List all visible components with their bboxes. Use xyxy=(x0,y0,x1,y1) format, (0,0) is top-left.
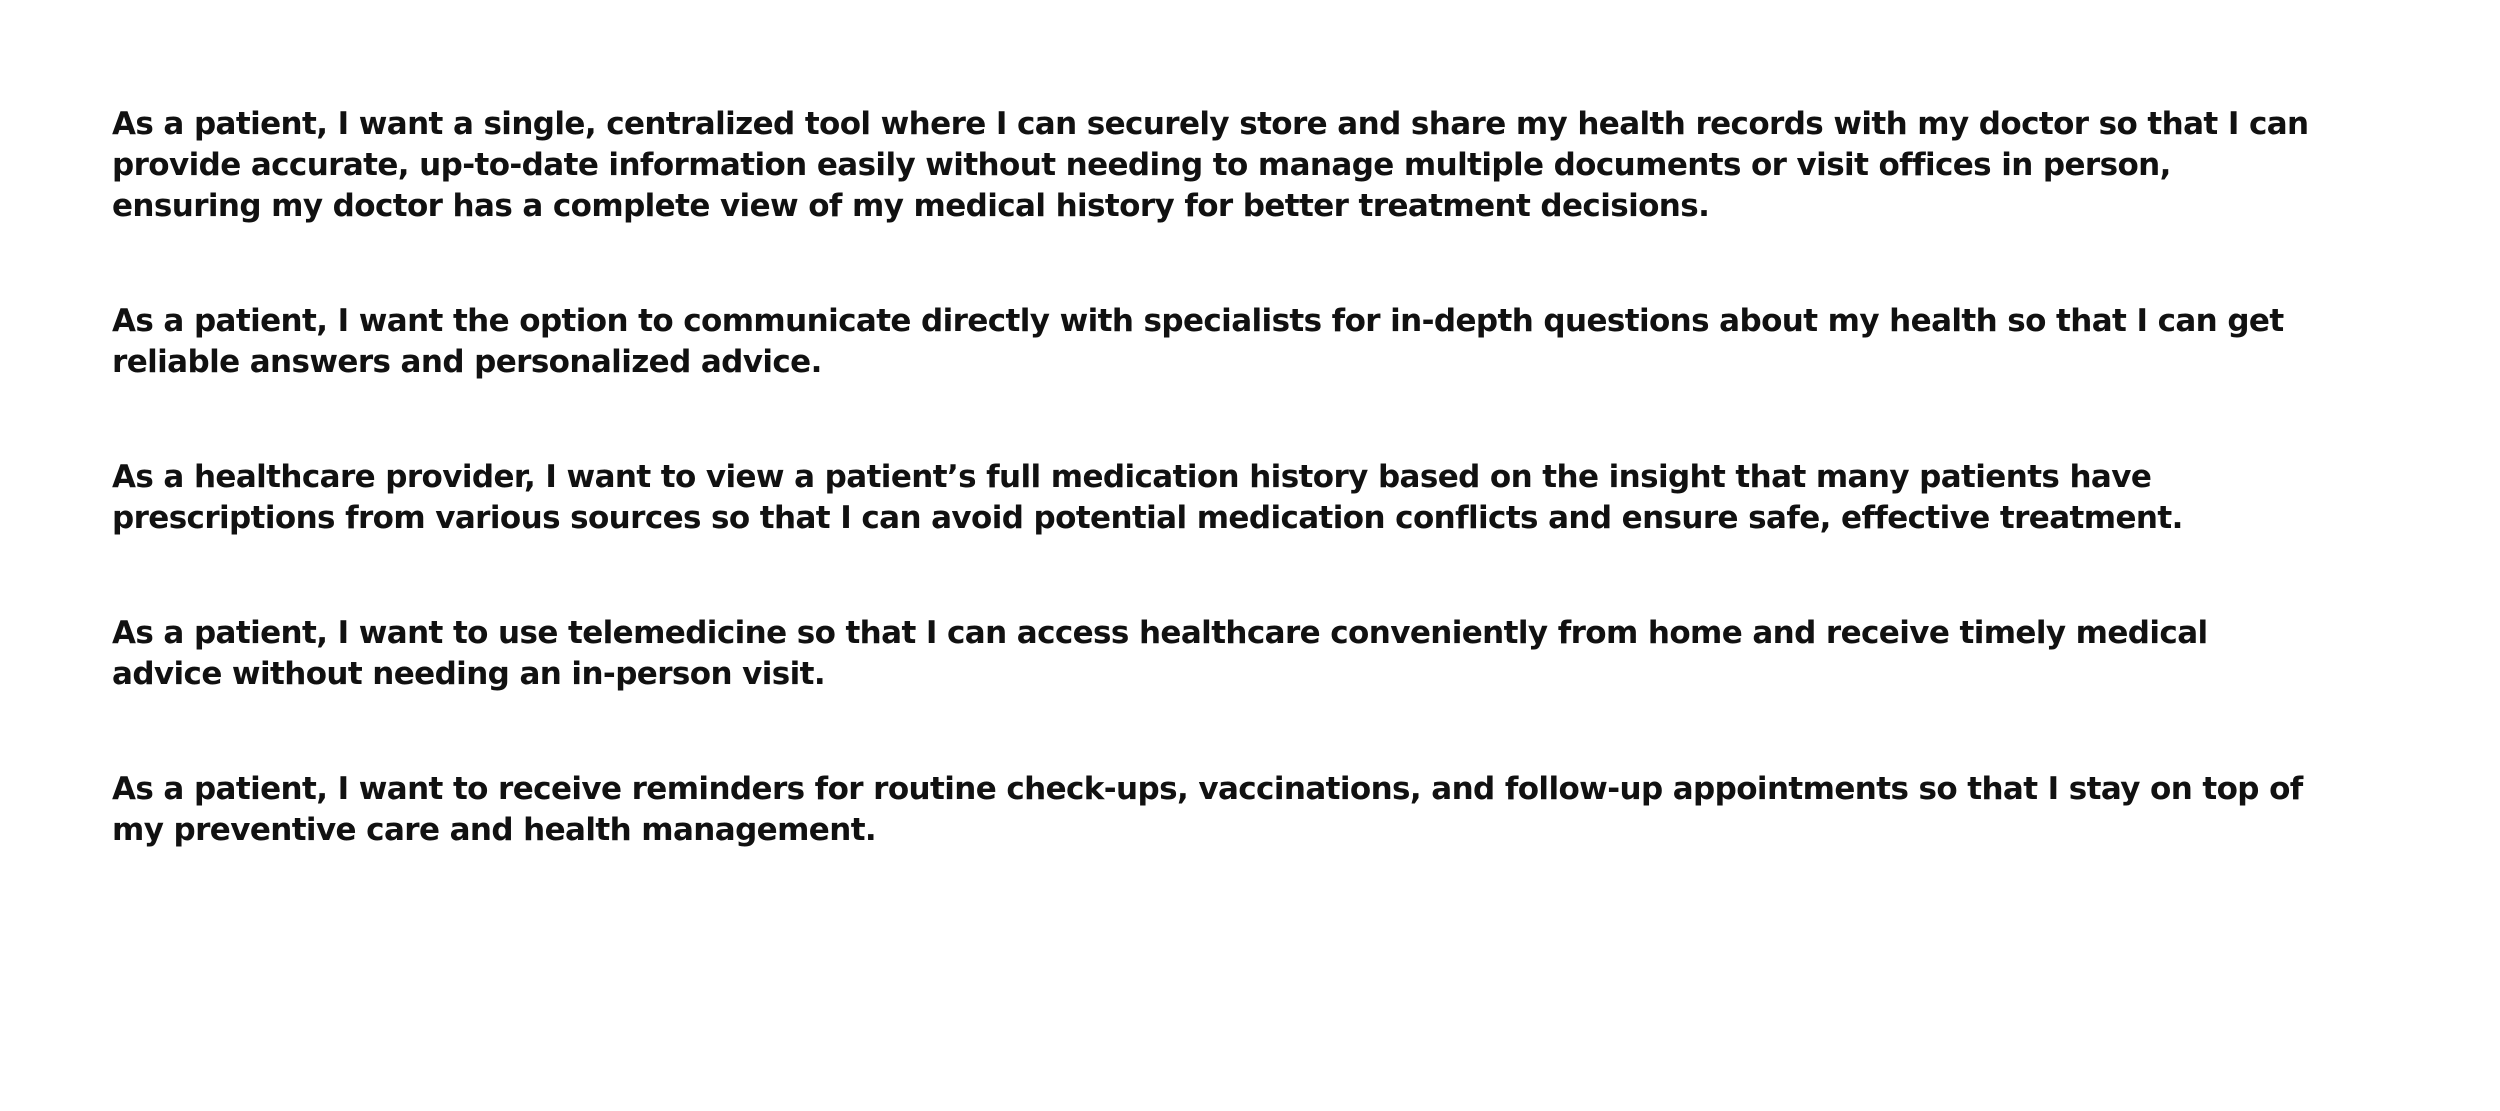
user-story-appointment-reminders: As a patient, I want to receive reminders for routine check-ups, vaccinations, and follow-up appointments so that I stay on top of my preventive care and health management. xyxy=(112,771,2303,848)
user-stories-list xyxy=(112,104,2312,851)
user-story-telemedicine: As a patient, I want to use telemedicine so that I can access healthcare conveniently from home and receive timely medical advice without needing an in-person visit. xyxy=(112,615,2208,692)
user-story-specialist-communication: As a patient, I want the option to communicate directly with specialists for in-depth questions about my health so that I can get reliable answers and personalized advice. xyxy=(112,303,2284,380)
user-story-medication-history: As a healthcare provider, I want to view a patient’s full medication history based on the insight that many patients have prescriptions from various sources so that I can avoid potential medication conflicts and ensure safe, effective treatment. xyxy=(112,459,2183,536)
user-story-shared-health-records: As a patient, I want a single, centralized tool where I can securely store and share my health records with my doctor so that I can provide accurate, up-to-date information easily without needing to manage multiple documents or visit offices in person, ensuring my doctor has a complete view of my medical history for better treatment decisions. xyxy=(112,106,2309,224)
